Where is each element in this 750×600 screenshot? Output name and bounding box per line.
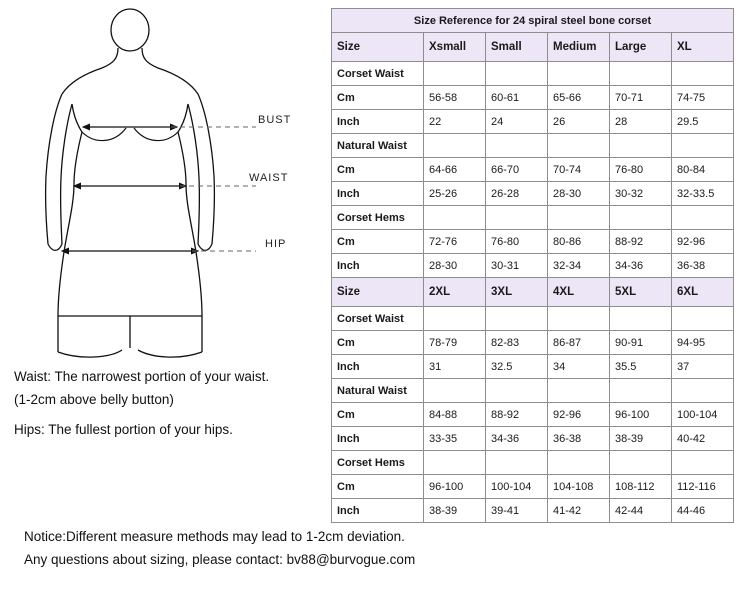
measurement-cell: 30-32 (610, 182, 672, 206)
unit-label: Cm (332, 403, 424, 427)
measurement-cell: 60-61 (486, 86, 548, 110)
notice-deviation: Notice:Different measure methods may lead to 1-2cm deviation. (24, 529, 405, 544)
measurement-cell: 72-76 (424, 230, 486, 254)
measurement-row (332, 403, 734, 427)
size-header-cell: 6XL (672, 278, 734, 307)
measurement-cell: 41-42 (548, 499, 610, 523)
empty-cell (424, 307, 486, 331)
measurement-cell: 76-80 (610, 158, 672, 182)
empty-cell (486, 134, 548, 158)
figure-left-shoulder (62, 48, 118, 94)
measurement-row (332, 475, 734, 499)
size-header-cell: 4XL (548, 278, 610, 307)
empty-cell (424, 451, 486, 475)
empty-cell (672, 134, 734, 158)
measurement-cell: 74-75 (672, 86, 734, 110)
measurement-cell: 36-38 (672, 254, 734, 278)
figure-head (111, 9, 149, 51)
measurement-cell: 80-86 (548, 230, 610, 254)
empty-cell (548, 451, 610, 475)
figure-right-arm-outer (198, 94, 214, 244)
empty-cell (548, 134, 610, 158)
measurement-group-label: Natural Waist (332, 379, 424, 403)
measurement-row (332, 499, 734, 523)
measurement-group-row (332, 134, 734, 158)
size-header-cell: 2XL (424, 278, 486, 307)
waist-label: WAIST (249, 172, 289, 184)
empty-cell (610, 62, 672, 86)
size-header-row (332, 33, 734, 62)
measurement-cell: 34 (548, 355, 610, 379)
figure-left-hand (48, 244, 62, 250)
size-header-label: Size (332, 278, 424, 307)
measurement-cell: 90-91 (610, 331, 672, 355)
measurement-cell: 28 (610, 110, 672, 134)
measurement-cell: 39-41 (486, 499, 548, 523)
empty-cell (610, 307, 672, 331)
empty-cell (486, 451, 548, 475)
measurement-cell: 56-58 (424, 86, 486, 110)
measurement-cell: 40-42 (672, 427, 734, 451)
size-header-cell: Medium (548, 33, 610, 62)
measurement-cell: 100-104 (672, 403, 734, 427)
measurement-cell: 35.5 (610, 355, 672, 379)
measurement-cell: 28-30 (424, 254, 486, 278)
measurement-group-label: Natural Waist (332, 134, 424, 158)
measurement-cell: 33-35 (424, 427, 486, 451)
empty-cell (486, 307, 548, 331)
size-header-cell: 3XL (486, 278, 548, 307)
figure-left-arm-inner (61, 104, 72, 244)
measurement-row (332, 158, 734, 182)
empty-cell (610, 134, 672, 158)
measurement-row (332, 331, 734, 355)
notice-contact: Any questions about sizing, please contact: bv88@burvogue.com (24, 552, 416, 567)
measurement-cell: 104-108 (548, 475, 610, 499)
unit-label: Cm (332, 158, 424, 182)
figure-right-leg-hem (138, 350, 202, 357)
empty-cell (548, 379, 610, 403)
size-header-row (332, 278, 734, 307)
measurement-cell: 32.5 (486, 355, 548, 379)
measurement-cell: 44-46 (672, 499, 734, 523)
hip-label: HIP (265, 238, 287, 250)
measurement-cell: 108-112 (610, 475, 672, 499)
size-header-cell: 5XL (610, 278, 672, 307)
measurement-cell: 28-30 (548, 182, 610, 206)
note-waist-detail: (1-2cm above belly button) (14, 392, 174, 407)
measurement-group-row (332, 62, 734, 86)
unit-label: Inch (332, 499, 424, 523)
measurement-cell: 32-34 (548, 254, 610, 278)
table-title: Size Reference for 24 spiral steel bone corset (332, 9, 734, 33)
measurement-cell: 92-96 (548, 403, 610, 427)
measurement-cell: 65-66 (548, 86, 610, 110)
empty-cell (610, 451, 672, 475)
measurement-cell: 26 (548, 110, 610, 134)
figure-left-arm-outer (46, 94, 62, 244)
measurement-cell: 94-95 (672, 331, 734, 355)
figure-left-leg-hem (58, 350, 122, 357)
measurement-cell: 32-33.5 (672, 182, 734, 206)
measurement-cell: 88-92 (610, 230, 672, 254)
measurement-cell: 66-70 (486, 158, 548, 182)
empty-cell (486, 379, 548, 403)
measurement-cell: 24 (486, 110, 548, 134)
unit-label: Cm (332, 86, 424, 110)
unit-label: Cm (332, 331, 424, 355)
measurement-cell: 38-39 (610, 427, 672, 451)
size-header-label: Size (332, 33, 424, 62)
measurement-cell: 36-38 (548, 427, 610, 451)
measurement-cell: 70-71 (610, 86, 672, 110)
measurement-cell: 86-87 (548, 331, 610, 355)
note-waist-definition: Waist: The narrowest portion of your waist. (14, 369, 270, 384)
size-header-cell: Large (610, 33, 672, 62)
empty-cell (486, 206, 548, 230)
measurement-group-label: Corset Waist (332, 62, 424, 86)
size-header-cell: Xsmall (424, 33, 486, 62)
measurement-cell: 100-104 (486, 475, 548, 499)
unit-label: Inch (332, 110, 424, 134)
unit-label: Cm (332, 475, 424, 499)
bust-label: BUST (258, 114, 292, 126)
measurement-group-label: Corset Hems (332, 206, 424, 230)
unit-label: Cm (332, 230, 424, 254)
empty-cell (672, 307, 734, 331)
measurement-cell: 22 (424, 110, 486, 134)
figure-torso (58, 104, 202, 316)
size-header-cell: XL (672, 33, 734, 62)
female-body-diagram (10, 8, 320, 368)
measurement-cell: 34-36 (486, 427, 548, 451)
empty-cell (424, 206, 486, 230)
empty-cell (424, 379, 486, 403)
empty-cell (610, 379, 672, 403)
measurement-cell: 76-80 (486, 230, 548, 254)
measurement-cell: 112-116 (672, 475, 734, 499)
measurement-group-label: Corset Hems (332, 451, 424, 475)
empty-cell (672, 451, 734, 475)
measurement-group-row (332, 379, 734, 403)
measurement-group-row (332, 451, 734, 475)
measurement-cell: 80-84 (672, 158, 734, 182)
empty-cell (548, 206, 610, 230)
measurement-row (332, 182, 734, 206)
unit-label: Inch (332, 182, 424, 206)
measurement-cell: 96-100 (424, 475, 486, 499)
figure-right-shoulder (142, 48, 198, 94)
empty-cell (672, 206, 734, 230)
measurement-cell: 37 (672, 355, 734, 379)
measurement-row (332, 86, 734, 110)
measurement-cell: 96-100 (610, 403, 672, 427)
size-header-cell: Small (486, 33, 548, 62)
figure-bust-right (134, 128, 178, 141)
empty-cell (486, 62, 548, 86)
measurement-group-row (332, 307, 734, 331)
measurement-row (332, 254, 734, 278)
table-title-row (332, 9, 734, 33)
measurement-group-label: Corset Waist (332, 307, 424, 331)
measurement-cell: 78-79 (424, 331, 486, 355)
measurement-group-row (332, 206, 734, 230)
measurement-cell: 25-26 (424, 182, 486, 206)
empty-cell (672, 62, 734, 86)
measurement-cell: 88-92 (486, 403, 548, 427)
unit-label: Inch (332, 355, 424, 379)
figure-right-hand (198, 244, 212, 250)
measurement-row (332, 230, 734, 254)
empty-cell (424, 62, 486, 86)
note-hips-definition: Hips: The fullest portion of your hips. (14, 422, 233, 437)
measurement-cell: 82-83 (486, 331, 548, 355)
empty-cell (548, 62, 610, 86)
empty-cell (548, 307, 610, 331)
measurement-cell: 29.5 (672, 110, 734, 134)
measurement-cell: 64-66 (424, 158, 486, 182)
measurement-cell: 30-31 (486, 254, 548, 278)
measurement-cell: 70-74 (548, 158, 610, 182)
measurement-cell: 42-44 (610, 499, 672, 523)
size-chart-container (331, 8, 733, 523)
unit-label: Inch (332, 427, 424, 451)
measurement-cell: 26-28 (486, 182, 548, 206)
measurement-cell: 31 (424, 355, 486, 379)
unit-label: Inch (332, 254, 424, 278)
empty-cell (672, 379, 734, 403)
measurement-row (332, 355, 734, 379)
measurement-row (332, 110, 734, 134)
empty-cell (610, 206, 672, 230)
figure-bust-left (82, 128, 126, 141)
measurement-cell: 92-96 (672, 230, 734, 254)
measurement-cell: 38-39 (424, 499, 486, 523)
measurement-row (332, 427, 734, 451)
figure-right-arm-inner (188, 104, 199, 244)
empty-cell (424, 134, 486, 158)
size-reference-table (331, 8, 734, 523)
measurement-cell: 34-36 (610, 254, 672, 278)
measurement-cell: 84-88 (424, 403, 486, 427)
